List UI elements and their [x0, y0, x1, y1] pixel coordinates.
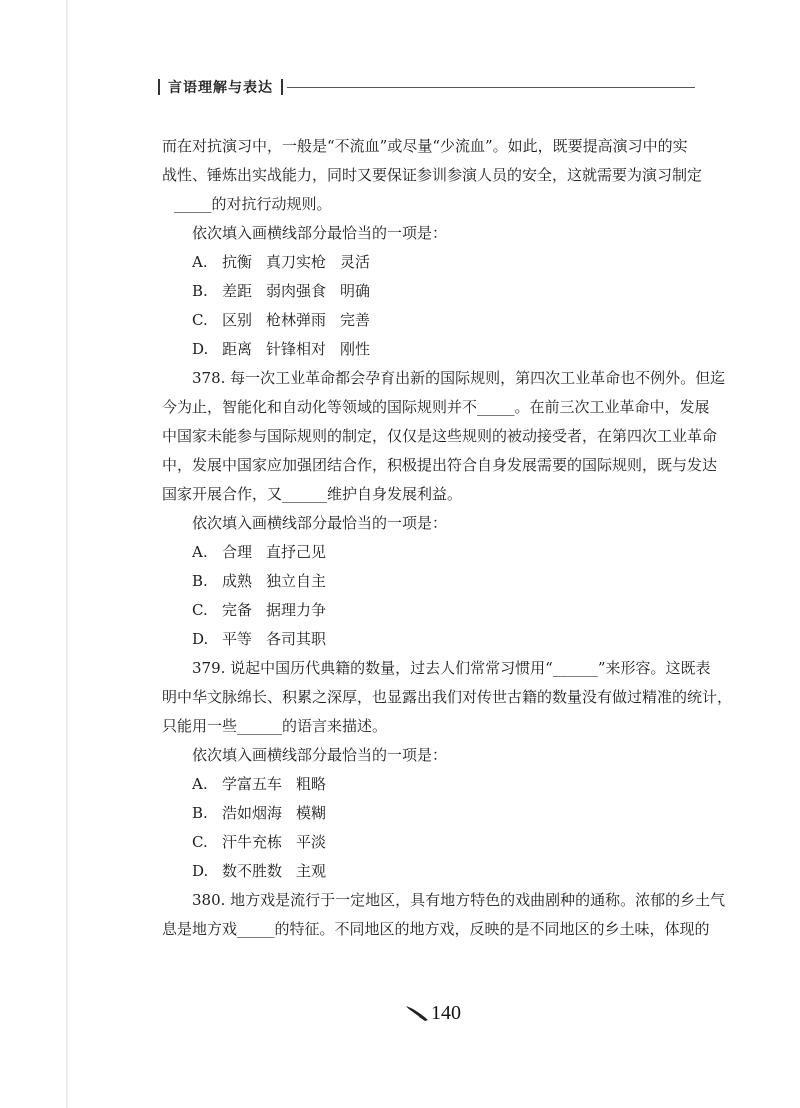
page-body: [162, 132, 733, 944]
option-label: D.: [192, 630, 209, 648]
option-word: 针锋相对: [266, 340, 327, 358]
header-rule: [495, 87, 695, 88]
option-word: 抗衡: [222, 253, 253, 271]
answer-option: [162, 857, 728, 886]
section-title: 言语理解与表达: [168, 80, 273, 96]
answer-option: [162, 538, 728, 567]
question-text-line: 明中华文脉绵长、积累之深厚，也显露出我们对传世古籍的数量没有做过精准的统计，: [162, 688, 733, 706]
option-word: 粗略: [296, 775, 327, 793]
answer-option: [162, 567, 728, 596]
answer-option: [162, 306, 728, 335]
option-label: A.: [192, 543, 208, 561]
option-word: 成熟: [222, 572, 253, 590]
option-word: 平等: [222, 630, 253, 648]
option-label: D.: [192, 862, 209, 880]
question-text-line: 379. 说起中国历代典籍的数量，过去人们常常习惯用“______”来形容。这既表: [192, 659, 711, 677]
option-word: 完备: [222, 601, 253, 619]
answer-option: [162, 828, 728, 857]
question-text-line: 378. 每一次工业革命都会孕育出新的国际规则，第四次工业革命也不例外。但迄: [192, 369, 726, 387]
question-text-line: 中国家未能参与国际规则的制定，仅仅是这些规则的被动接受者，在第四次工业革命: [162, 427, 718, 445]
option-word: 独立自主: [266, 572, 327, 590]
answer-option: [162, 799, 728, 828]
header-bar-right: [281, 79, 283, 95]
option-label: C.: [192, 601, 208, 619]
option-word: 真刀实枪: [266, 253, 327, 271]
question-prompt: 依次填入画横线部分最恰当的一项是：: [192, 224, 448, 242]
option-word: 平淡: [296, 833, 327, 851]
option-word: 直抒己见: [266, 543, 327, 561]
question-text-line: 国家开展合作，又______维护自身发展利益。: [162, 485, 463, 503]
option-label: A.: [192, 253, 208, 271]
option-word: 区别: [222, 311, 253, 329]
page-number: 140: [431, 1002, 461, 1024]
answer-option: [162, 335, 728, 364]
question-prompt: 依次填入画横线部分最恰当的一项是：: [192, 514, 448, 532]
option-label: B.: [192, 282, 208, 300]
option-word: 浩如烟海: [222, 804, 283, 822]
question-text-line: 而在对抗演习中，一般是“不流血”或尽量“少流血”。如此，既要提高演习中的实: [162, 137, 688, 155]
option-word: 数不胜数: [222, 862, 283, 880]
option-word: 合理: [222, 543, 253, 561]
option-word: 灵活: [340, 253, 371, 271]
answer-option: [162, 277, 728, 306]
option-label: C.: [192, 833, 208, 851]
running-header: [150, 76, 710, 98]
option-word: 完善: [340, 311, 371, 329]
header-rule: [287, 87, 512, 88]
question-text-line: 380. 地方戏是流行于一定地区，具有地方特色的戏曲剧种的通称。浓郁的乡土气: [192, 891, 726, 909]
option-label: B.: [192, 804, 208, 822]
option-label: C.: [192, 311, 208, 329]
question-text-line: 战性、锤炼出实战能力，同时又要保证参训参演人员的安全，这就需要为演习制定: [162, 166, 703, 184]
option-word: 汗牛充栋: [222, 833, 283, 851]
option-word: 模糊: [296, 804, 327, 822]
header-bar-left: [158, 79, 160, 95]
answer-option: [162, 770, 728, 799]
option-word: 各司其职: [266, 630, 327, 648]
option-word: 弱肉强食: [266, 282, 327, 300]
question-text-line: 中，发展中国家应加强团结合作，积极提出符合自身发展需要的国际规则，既与发达: [162, 456, 718, 474]
option-word: 刚性: [340, 340, 371, 358]
option-word: 明确: [340, 282, 371, 300]
option-word: 差距: [222, 282, 253, 300]
option-word: 据理力争: [266, 601, 327, 619]
question-text-line: 只能用一些______的语言来描述。: [162, 717, 388, 735]
question-380: [162, 886, 728, 944]
page-gutter: [66, 0, 68, 1108]
option-label: D.: [192, 340, 209, 358]
question-text-line: 今为止，智能化和自动化等领域的国际规则并不_____。在前三次工业革命中，发展: [162, 398, 710, 416]
question-prompt: 依次填入画横线部分最恰当的一项是：: [192, 746, 448, 764]
answer-option: [162, 248, 728, 277]
answer-option: [162, 625, 728, 654]
option-word: 主观: [296, 862, 327, 880]
question-378: [162, 364, 728, 654]
option-word: 学富五车: [222, 775, 283, 793]
option-word: 枪林弹雨: [266, 311, 327, 329]
question-text-line: 息是地方戏_____的特征。不同地区的地方戏，反映的是不同地区的乡土味，体现的: [162, 920, 710, 938]
question-379: [162, 654, 733, 886]
option-word: 距离: [222, 340, 253, 358]
answer-option: [162, 596, 728, 625]
question-text-line: _____的对抗行动规则。: [174, 195, 332, 213]
option-label: A.: [192, 775, 208, 793]
question-377: [162, 132, 728, 364]
quill-icon: [405, 1004, 429, 1022]
option-label: B.: [192, 572, 208, 590]
